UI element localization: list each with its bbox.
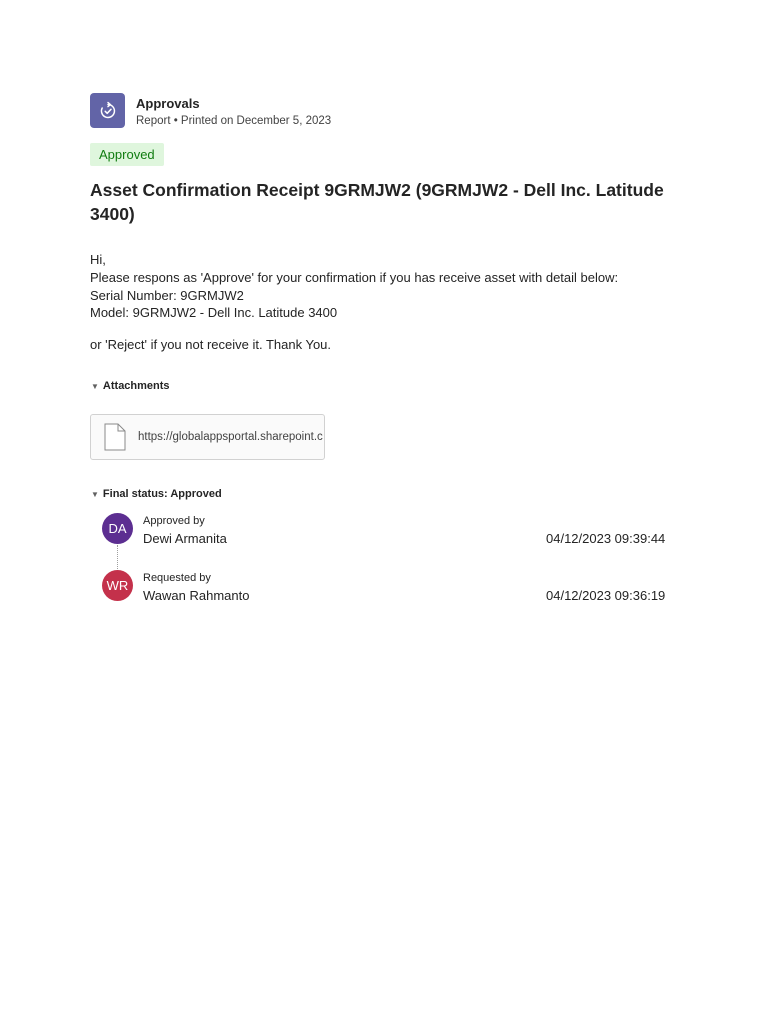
serial-number-text: Serial Number: 9GRMJW2 [90, 288, 244, 303]
requested-timestamp: 04/12/2023 09:36:19 [546, 588, 666, 603]
request-title: Asset Confirmation Receipt 9GRMJW2 (9GRMJW2 - Dell Inc. Latitude 3400) [90, 180, 664, 224]
caret-down-icon: ▼ [91, 489, 99, 499]
greeting-text: Hi, [90, 252, 106, 267]
approvals-app-icon [90, 93, 125, 128]
requested-by-label: Requested by [143, 572, 211, 584]
attachment-link[interactable] [90, 414, 325, 460]
avatar-requester: WR [102, 570, 133, 601]
final-status-header-label: Final status: Approved [102, 488, 222, 500]
report-subtitle: Report • Printed on December 5, 2023 [136, 115, 332, 127]
approved-timestamp: 04/12/2023 09:39:44 [546, 531, 666, 546]
model-text: Model: 9GRMJW2 - Dell Inc. Latitude 3400 [90, 305, 338, 320]
app-title: Approvals [136, 96, 200, 111]
instruction-text: Please respons as 'Approve' for your confirmation if you has receive asset with detail below: [90, 270, 619, 285]
attachments-header-label: Attachments [102, 380, 170, 392]
reject-instruction-text: or 'Reject' if you not receive it. Thank You. [90, 337, 332, 352]
approved-by-label: Approved by [143, 515, 205, 527]
file-icon [104, 423, 126, 451]
approvals-icon [98, 101, 118, 121]
status-badge: Approved [90, 143, 164, 166]
avatar-approver: DA [102, 513, 133, 544]
approver-name: Dewi Armanita [143, 531, 227, 546]
timeline-connector [117, 545, 118, 569]
attachment-url: https://globalappsportal.sharepoint.c [138, 431, 323, 443]
final-status-header[interactable] [91, 488, 222, 500]
attachments-header[interactable] [91, 380, 170, 392]
caret-down-icon: ▼ [91, 381, 99, 391]
requester-name: Wawan Rahmanto [143, 588, 250, 603]
